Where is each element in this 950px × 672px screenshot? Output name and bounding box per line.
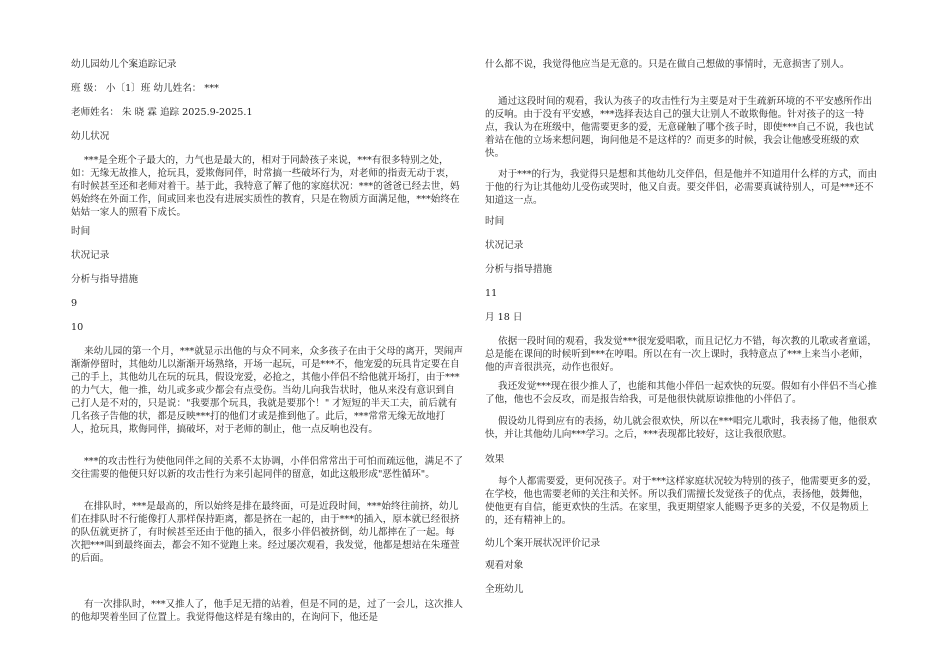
teacher-line: 老师姓名： 朱 晓 霖 追踪 2025.9-2025.1 xyxy=(71,107,253,118)
col-record-label: 状况记录 xyxy=(71,250,110,261)
effect-paragraph: 每个人都需要爱，更何况孩子。对于***这样家庭状况较为特别的孩子，他需要更多的爱，在学校，他也需要老师的关注和关怀。所以我们需擅长发觉孩子的优点，表扬他，鼓舞他，使他更有自信，能更欢快的生活。在家里，我更期望家人能赐予更多的关爱，不仅是物质上的，还有精神上的。 xyxy=(485,476,877,526)
continued-text: 什么都不说，我觉得他应当是无意的。只是在做自己想做的事情时，无意损害了别人。 xyxy=(485,59,850,70)
col-analysis-label-2: 分析与指导措施 xyxy=(485,264,553,275)
month-9: 9 xyxy=(71,298,78,309)
record-paragraph-4: 有一次排队时，***又推人了，他手足无措的站着，但是不同的是，过了一会儿，这次推人的他却哭着坐回了位置上。我觉得他这样是有缘由的，在询问下，他还是 xyxy=(71,599,463,623)
record-paragraph-2: ***的攻击性行为使他同伴之间的关系不太协调，小伴侣常常出于可怕而疏远他，满足不了交往需要的他便只好以新的攻击性行为来引起同伴的留意，如此这般形成"恶性循环"。 xyxy=(71,456,463,480)
record-paragraph-7: 假设幼儿得到应有的表扬，幼儿就会很欢快，所以在***唱完儿歌时，我表扬了他，他很欢快，并让其他幼儿向***学习。之后，***表现都比较好，这让我很欣慰。 xyxy=(485,416,877,440)
section-status-heading: 幼儿状况 xyxy=(71,131,110,142)
status-paragraph: ***是全班个子最大的，力气也是最大的，相对于同龄孩子来说，***有很多特别之处，如：无缘无故推人，抢玩具，爱欺侮同伴，时常搞一些破坏行为，对老师的指责无动于衷，有时候甚至还和老师对着干。基于此，我特意了解了他的家庭状况：***的爸爸已经去世，妈妈始终在外面工作，间或回来也没有进展实质性的教育，只是在物质方面满足他，***始终在姑姑一家人的照看下成长。 xyxy=(71,155,460,218)
record-paragraph-1: 来幼儿园的第一个月，***就显示出他的与众不同来，众多孩子在由于父母的离开，哭闹声渐渐停留时，其他幼儿以渐渐开场熟络，开场一起玩，可是***不，他宠爱的玩具肯定要在自己的手上，其他幼儿在玩的玩具，假设宠爱，必抢之，其他小伴侣不给他就开场打，由于***的力气大，他一推，幼儿或多或少都会有点受伤。当幼儿向我告状时，他从来没有意识到自己打人是不对的，只是说："我要那个玩具，我就是要那个！" 才短短的半天工夫，前后就有几名孩子告他的状，都是反映***打的他们才或是推到他了。此后，***常常无缘无故地打人，抢玩具，欺侮同伴，搞破坏，对于老师的制止，他一点反响也没有。 xyxy=(71,346,463,435)
col-time-label-2: 时间 xyxy=(485,216,505,227)
doc-title: 幼儿园幼儿个案追踪记录 xyxy=(71,59,177,70)
month-10: 10 xyxy=(71,322,84,333)
record-paragraph-3: 在排队时，***是最高的，所以始终是排在最终面，可是近段时间，***始终往前挤，幼儿们在排队时不行能像打人那样保持距离，都是挤在一起的，由于***的插入，原本就已经很挤的队伍就更挤了，有时候甚至还由于他的插入，很多小伴侣被挤倒，幼儿都摔在了一起。每次把***叫到最终面去，都会不知不觉跑上来。经过屡次观看，我发觉，他都是想站在朱瑾萱的后面。 xyxy=(71,501,460,564)
month-11: 11 xyxy=(485,288,498,299)
observe-heading: 观看对象 xyxy=(485,560,524,571)
col-analysis-label: 分析与指导措施 xyxy=(71,274,139,285)
evaluation-title: 幼儿个案开展状况评价记录 xyxy=(485,538,601,549)
record-paragraph-5: 依据一段时间的观看，我发觉***很宠爱唱歌，而且记忆力不错，每次教的儿歌或者童谣，总是能在课间的时候听到***在哼唱。所以在有一次上课时，我特意点了***上来当小老师，他的声音很洪亮，动作也很好。 xyxy=(485,336,877,373)
effect-heading: 效果 xyxy=(485,454,505,465)
class-line: 班 级： 小〔1〕班 幼儿姓名： *** xyxy=(71,83,219,94)
analysis-paragraph-1: 通过这段时间的观看，我认为孩子的攻击性行为主要是对于生疏新环境的不平安感所作出的反响。由于没有平安感，***选择表达自己的强大让别人不敢欺侮他。针对孩子的这一特点，我认为在班级中，他需要更多的爱，无意碰触了哪个孩子时，即使***自己不说，我也试着站在他的立场来想问题，询问他是不是这样的？而更多的时候，我会让他感受班级的欢快。 xyxy=(485,96,874,159)
analysis-paragraph-2: 对于***的行为，我觉得只是想和其他幼儿交伴侣，但是他并不知道用什么样的方式，而由于他的行为让其他幼儿受伤或哭时，他又自责。要交伴侣，必需要真诚待别人，可是***还不知道这一点。 xyxy=(485,169,877,206)
col-record-label-2: 状况记录 xyxy=(485,240,524,251)
record-paragraph-6: 我还发觉***现在很少推人了，也能和其他小伴侣一起欢快的玩耍。假如有小伴侣不当心推了他，他也不会反攻，而是报告给我，可是他很快就原谅推他的小伴侣了。 xyxy=(485,381,877,405)
observe-value: 全班幼儿 xyxy=(485,584,524,595)
col-time-label: 时间 xyxy=(71,226,91,237)
date-line: 月 18 日 xyxy=(485,312,523,323)
